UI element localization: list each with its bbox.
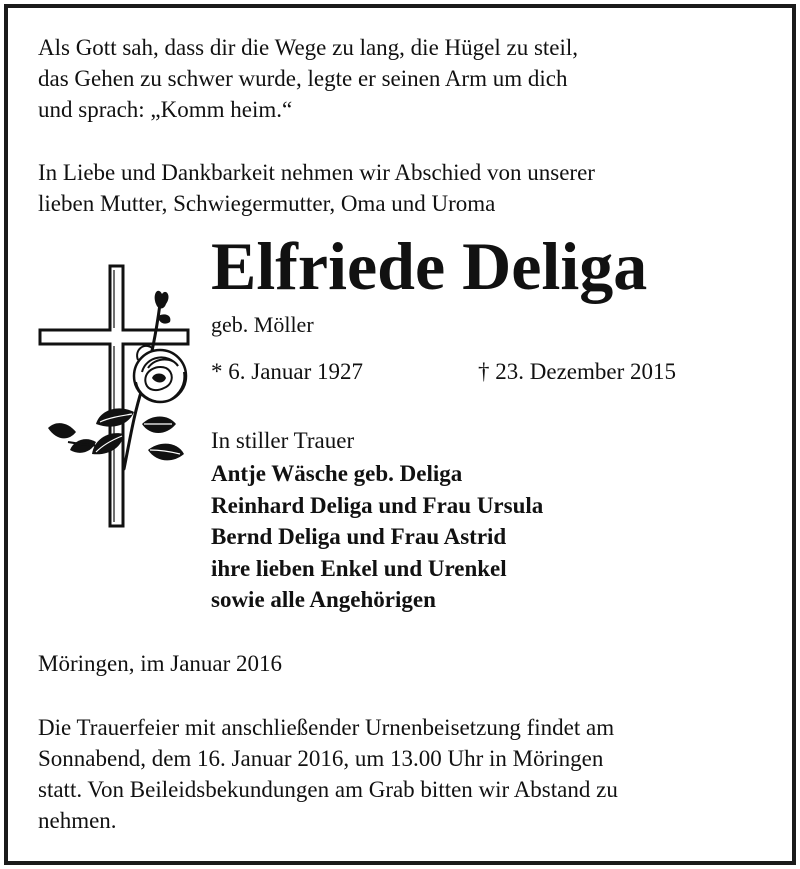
ceremony-line: nehmen. — [38, 808, 117, 833]
maiden-name: geb. Möller — [211, 312, 314, 337]
intro-line: In Liebe und Dankbarkeit nehmen wir Abschied von unserer — [38, 160, 595, 185]
death-date: † 23. Dezember 2015 — [478, 359, 676, 384]
rose-bloom-icon — [134, 346, 186, 402]
poem-text — [38, 32, 778, 125]
ceremony-line: Sonnabend, dem 16. Januar 2016, um 13.00 Uhr in Möringen — [38, 746, 604, 771]
mourner-entry: ihre lieben Enkel und Urenkel — [211, 555, 507, 581]
mourning-heading: In stiller Trauer — [211, 428, 355, 453]
birth-date: * 6. Januar 1927 — [211, 359, 364, 384]
place-and-date: Möringen, im Januar 2016 — [38, 651, 283, 676]
mourner-entry: Antje Wäsche geb. Deliga — [211, 461, 463, 486]
intro-line: lieben Mutter, Schwiegermutter, Oma und Uroma — [38, 191, 496, 216]
poem-line: Als Gott sah, dass dir die Wege zu lang, die Hügel zu steil, — [38, 35, 579, 60]
poem-line: das Gehen zu schwer wurde, legte er seinen Arm um dich — [38, 66, 568, 91]
obituary-frame — [4, 4, 796, 865]
poem-line: und sprach: „Komm heim.“ — [38, 97, 293, 122]
mourner-entry: Reinhard Deliga und Frau Ursula — [211, 492, 544, 518]
farewell-intro — [38, 157, 778, 219]
mourners-list — [211, 458, 543, 616]
mourner-entry: sowie alle Angehörigen — [211, 587, 436, 612]
cross-with-rose-icon — [38, 264, 206, 534]
ceremony-notice — [38, 712, 778, 836]
ceremony-line: statt. Von Beileidsbekundungen am Grab bitten wir Abstand zu — [38, 777, 618, 802]
ceremony-line: Die Trauerfeier mit anschließender Urnenbeisetzung findet am — [38, 715, 615, 740]
deceased-name: Elfriede Deliga — [211, 228, 648, 304]
mourner-entry: Bernd Deliga und Frau Astrid — [211, 524, 507, 549]
